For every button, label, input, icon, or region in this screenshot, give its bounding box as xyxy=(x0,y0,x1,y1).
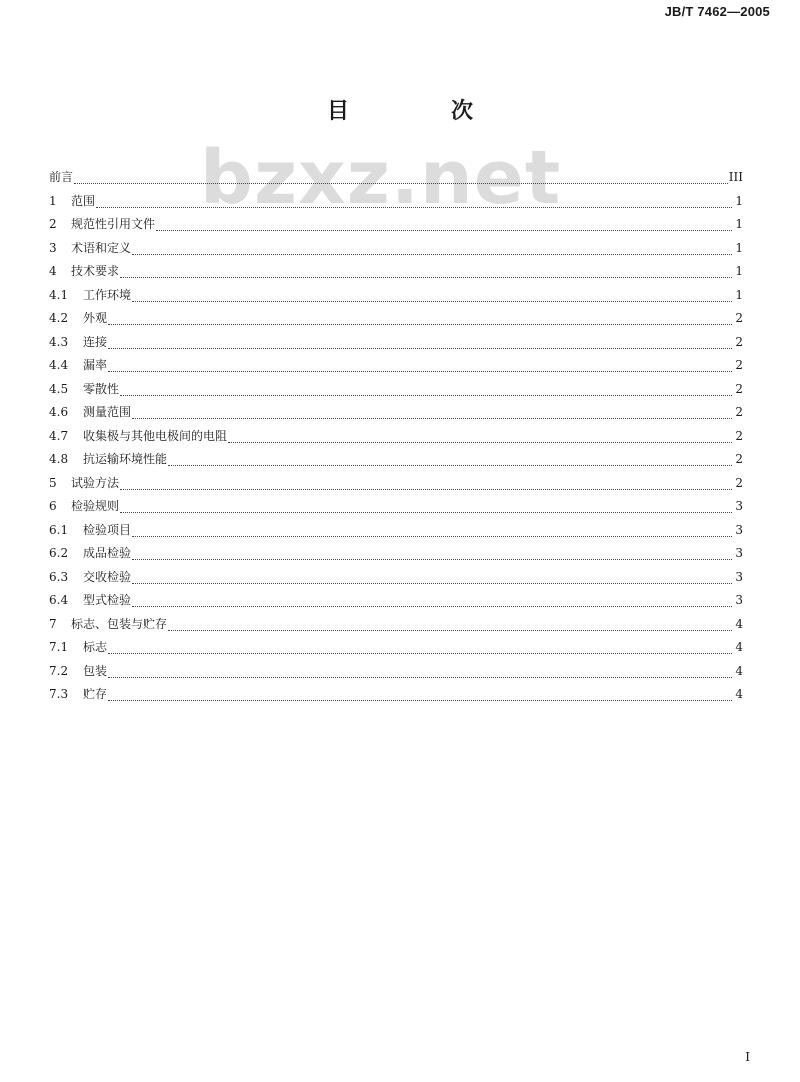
toc-entry-page: 3 xyxy=(735,593,743,607)
toc-dot-leader xyxy=(108,645,732,654)
toc-dot-leader xyxy=(168,457,732,466)
toc-dot-leader xyxy=(132,575,732,584)
toc-entry[interactable] xyxy=(49,166,743,190)
toc-entry-page: 3 xyxy=(735,522,743,537)
toc-entry-page: 1 xyxy=(735,240,743,255)
toc-entry-page: 2 xyxy=(735,334,743,349)
toc-entry[interactable] xyxy=(49,378,743,402)
toc-entry[interactable] xyxy=(49,401,743,425)
toc-entry-number: 3 xyxy=(49,240,57,255)
toc-entry-title: 规范性引用文件 xyxy=(71,217,156,231)
toc-entry-number: 5 xyxy=(49,475,57,490)
toc-entry[interactable] xyxy=(49,566,743,590)
toc-entry-page: 4 xyxy=(735,663,743,678)
toc-entry-title: 外观 xyxy=(83,311,108,325)
toc-entry-title: 抗运输环境性能 xyxy=(83,452,168,466)
page-title: 目 次 xyxy=(326,99,513,124)
toc-dot-leader xyxy=(108,692,732,701)
toc-dot-leader xyxy=(108,340,732,349)
toc-dot-leader xyxy=(120,481,732,490)
toc-entry-title: 型式检验 xyxy=(83,593,132,607)
toc-dot-leader xyxy=(120,387,732,396)
toc-entry[interactable] xyxy=(49,683,743,707)
toc-dot-leader xyxy=(132,293,732,302)
toc-entry[interactable] xyxy=(49,448,743,472)
toc-entry-title: 连接 xyxy=(83,334,108,349)
toc-entry-page: 2 xyxy=(735,358,743,372)
toc-entry-title: 工作环境 xyxy=(83,287,132,302)
toc-entry-number: 4 xyxy=(49,264,57,278)
toc-entry-title: 技术要求 xyxy=(71,264,120,278)
toc-entry-title: 术语和定义 xyxy=(71,240,132,255)
toc-entry-number: 4.5 xyxy=(49,381,69,396)
toc-entry-page: 2 xyxy=(735,405,743,419)
toc-entry-number: 4.3 xyxy=(49,334,69,349)
toc-dot-leader xyxy=(74,175,728,184)
toc-entry-title: 标志 xyxy=(83,640,108,654)
toc-entry[interactable] xyxy=(49,542,743,566)
toc-entry[interactable] xyxy=(49,354,743,378)
toc-dot-leader xyxy=(108,316,732,325)
toc-entry-page: 1 xyxy=(735,217,743,231)
toc-entry-title: 漏率 xyxy=(83,358,108,372)
toc-entry-number: 6.1 xyxy=(49,522,69,537)
toc-dot-leader xyxy=(132,551,732,560)
toc-entry-title: 包装 xyxy=(83,663,108,678)
toc-entry-title: 交收检验 xyxy=(83,569,132,584)
page-number: I xyxy=(745,1050,750,1064)
toc-entry-page: 2 xyxy=(735,475,743,490)
toc-entry-number: 7.2 xyxy=(49,663,69,678)
toc-entry-number: 4.7 xyxy=(49,428,69,443)
toc-entry[interactable] xyxy=(49,636,743,660)
toc-entry-title: 试验方法 xyxy=(71,475,120,490)
toc-entry[interactable] xyxy=(49,660,743,684)
toc-entry-number: 1 xyxy=(49,193,57,208)
toc-entry[interactable] xyxy=(49,190,743,214)
toc-entry[interactable] xyxy=(49,237,743,261)
toc-entry-number: 4.8 xyxy=(49,452,69,466)
toc-entry[interactable] xyxy=(49,213,743,237)
toc-entry[interactable] xyxy=(49,425,743,449)
toc-dot-leader xyxy=(132,528,732,537)
toc-entry[interactable] xyxy=(49,284,743,308)
toc-entry-page: III xyxy=(728,170,743,184)
toc-dot-leader xyxy=(108,363,732,372)
toc-entry[interactable] xyxy=(49,519,743,543)
toc-entry-page: 4 xyxy=(735,640,743,654)
toc-dot-leader xyxy=(120,269,732,278)
toc-entry-title: 检验规则 xyxy=(71,499,120,513)
standard-number: JB/T 7462—2005 xyxy=(664,4,770,19)
toc-entry-page: 3 xyxy=(735,499,743,513)
toc-entry-page: 3 xyxy=(735,546,743,560)
toc-entry[interactable] xyxy=(49,472,743,496)
toc-entry-page: 4 xyxy=(735,687,743,701)
toc-entry-number: 6.4 xyxy=(49,593,69,607)
toc-entry-title: 标志、包装与贮存 xyxy=(71,616,168,631)
toc-entry-number: 6.3 xyxy=(49,569,69,584)
toc-entry-title: 成品检验 xyxy=(83,546,132,560)
toc-entry-number: 4.6 xyxy=(49,405,69,419)
toc-entry-title: 零散性 xyxy=(83,381,120,396)
toc-entry-number: 7 xyxy=(49,616,57,631)
toc-entry[interactable] xyxy=(49,495,743,519)
toc-dot-leader xyxy=(132,410,732,419)
toc-entry-page: 2 xyxy=(735,428,743,443)
toc-entry[interactable] xyxy=(49,331,743,355)
toc-entry-page: 2 xyxy=(735,311,743,325)
toc-entry-title: 检验项目 xyxy=(83,522,132,537)
toc-entry-page: 2 xyxy=(735,381,743,396)
toc-dot-leader xyxy=(132,598,732,607)
toc-entry[interactable] xyxy=(49,613,743,637)
toc-dot-leader xyxy=(132,246,732,255)
toc-entry-page: 1 xyxy=(735,264,743,278)
toc-entry-page: 1 xyxy=(735,193,743,208)
toc-entry-page: 2 xyxy=(735,452,743,466)
toc-entry[interactable] xyxy=(49,307,743,331)
toc-entry-number: 4.4 xyxy=(49,358,69,372)
toc-entry-title: 前言 xyxy=(49,170,74,184)
toc-entry-title: 测量范围 xyxy=(83,405,132,419)
toc-entry-number: 4.2 xyxy=(49,311,69,325)
toc-entry[interactable] xyxy=(49,589,743,613)
toc-entry-number: 6.2 xyxy=(49,546,69,560)
table-of-contents xyxy=(49,166,743,707)
toc-dot-leader xyxy=(228,434,732,443)
toc-entry-page: 4 xyxy=(735,616,743,631)
toc-entry-page: 1 xyxy=(735,287,743,302)
toc-entry-title: 范围 xyxy=(71,193,96,208)
toc-entry-title: 收集极与其他电极间的电阻 xyxy=(83,428,228,443)
toc-dot-leader xyxy=(108,669,732,678)
toc-entry-title: 贮存 xyxy=(83,687,108,701)
toc-entry-number: 6 xyxy=(49,499,57,513)
watermark: bzxz.net xyxy=(200,135,562,221)
toc-dot-leader xyxy=(96,199,732,208)
toc-entry[interactable] xyxy=(49,260,743,284)
toc-dot-leader xyxy=(156,222,732,231)
toc-entry-number: 7.3 xyxy=(49,687,69,701)
toc-entry-page: 3 xyxy=(735,569,743,584)
toc-entry-number: 7.1 xyxy=(49,640,69,654)
toc-entry-number: 2 xyxy=(49,217,57,231)
toc-dot-leader xyxy=(168,622,732,631)
toc-entry-number: 4.1 xyxy=(49,287,69,302)
toc-dot-leader xyxy=(120,504,732,513)
